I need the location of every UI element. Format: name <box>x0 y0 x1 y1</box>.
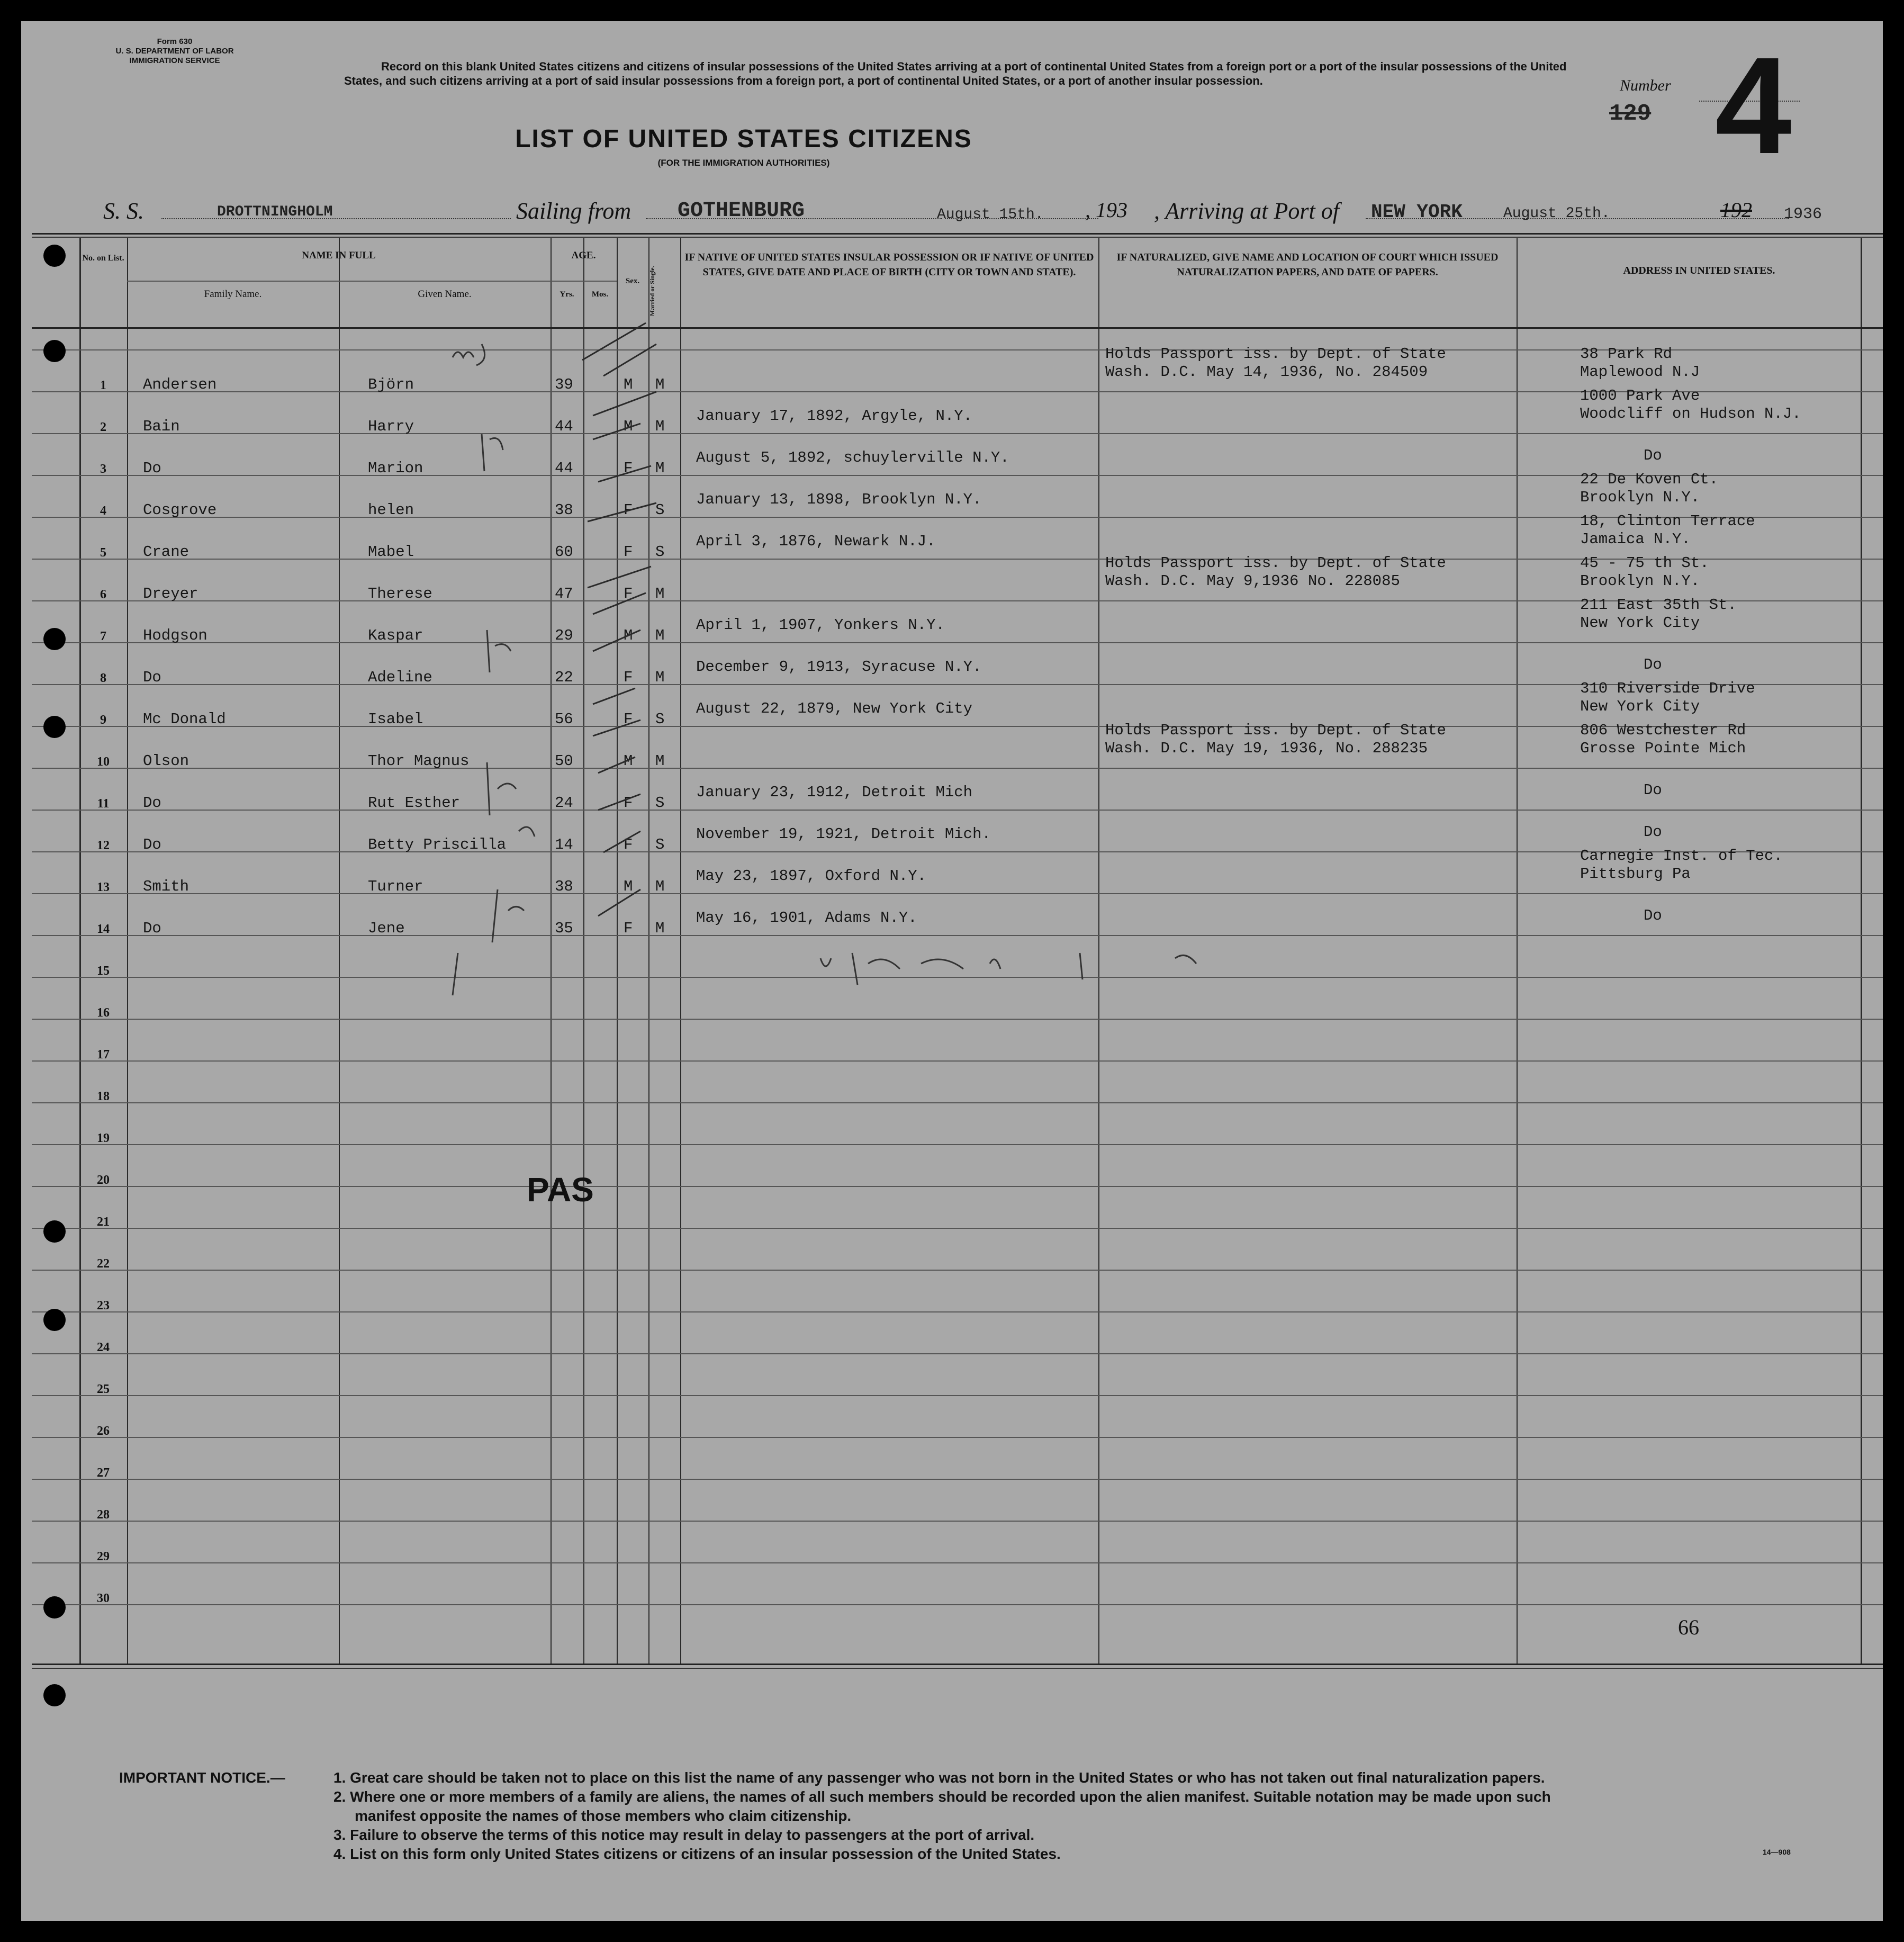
punch-hole <box>43 716 66 738</box>
initials-mark <box>487 630 511 672</box>
row-rule <box>32 810 1883 811</box>
initials-mark <box>482 434 503 471</box>
family-name: Do <box>143 669 161 686</box>
given-name: helen <box>368 501 414 519</box>
naturalization-line-2: Wash. D.C. May 9,1936 No. 228085 <box>1105 572 1400 590</box>
family-name: Crane <box>143 543 190 561</box>
row-rule <box>32 977 1883 978</box>
age-years: 29 <box>555 627 573 644</box>
table-column-line <box>79 238 81 1664</box>
initials-mark <box>487 762 516 815</box>
sex: M <box>624 418 633 435</box>
address-line-2: Do <box>1644 656 1662 673</box>
row-number: 2 <box>100 420 106 434</box>
marital-status: M <box>655 878 665 895</box>
row-rule <box>32 1521 1883 1522</box>
age-years: 22 <box>555 669 573 686</box>
instruction-line-1: Record on this blank United States citizens and citizens of insular possessions of the United States arriving at a port of continental United States from a <box>381 60 1223 73</box>
sailing-year: , 193 <box>1085 198 1127 222</box>
marital-status: S <box>655 836 665 853</box>
age-years: 56 <box>555 711 573 728</box>
table-column-line <box>617 238 618 1664</box>
age-years: 35 <box>555 920 573 937</box>
header-bottom-rule <box>32 327 1883 329</box>
punch-hole <box>43 340 66 362</box>
row-rule <box>32 1311 1883 1312</box>
given-name: Turner <box>368 878 423 895</box>
row-rule <box>32 1019 1883 1020</box>
address-line-1: 22 De Koven Ct. <box>1580 471 1719 488</box>
age-years: 24 <box>555 794 573 812</box>
address-line-2: Pittsburg Pa <box>1580 865 1691 883</box>
naturalization-line-1: Holds Passport iss. by Dept. of State <box>1105 722 1446 739</box>
row-number: 12 <box>97 839 110 852</box>
row-rule <box>32 1102 1883 1103</box>
address-line-2: Woodcliff on Hudson N.J. <box>1580 405 1801 422</box>
age-years: 60 <box>555 543 573 561</box>
check-mark <box>588 567 651 588</box>
row-number: 13 <box>97 880 110 894</box>
row-number: 22 <box>97 1257 110 1271</box>
manifest-page <box>21 21 1883 1921</box>
punch-hole <box>43 1309 66 1331</box>
address-line-1: 310 Riverside Drive <box>1580 680 1755 697</box>
address-line-2: Do <box>1644 907 1662 924</box>
row-number: 29 <box>97 1550 110 1563</box>
marital-status: S <box>655 501 665 519</box>
row-rule <box>32 1395 1883 1396</box>
family-name: Dreyer <box>143 585 198 603</box>
address-line-1: 45 - 75 th St. <box>1580 554 1709 572</box>
row-number: 25 <box>97 1382 110 1396</box>
stamp-fragment: PAS <box>527 1171 594 1209</box>
given-name: Thor Magnus <box>368 752 470 770</box>
header-family-name: Family Name. <box>204 289 262 300</box>
page-note: 66 <box>1678 1615 1699 1639</box>
birth-date-place: May 23, 1897, Oxford N.Y. <box>696 867 927 885</box>
row-number: 1 <box>100 379 106 392</box>
address-line-2: Brooklyn N.Y. <box>1580 489 1700 506</box>
number-label: Number <box>1620 77 1671 94</box>
ship-line <box>161 218 511 219</box>
row-number: 16 <box>97 1006 110 1020</box>
number-crossed-value: 129 <box>1609 101 1652 127</box>
address-line-2: Grosse Pointe Mich <box>1580 740 1746 757</box>
given-name: Rut Esther <box>368 794 461 812</box>
age-years: 50 <box>555 752 573 770</box>
marital-status: M <box>655 627 665 644</box>
given-name: Björn <box>368 376 414 393</box>
row-number: 26 <box>97 1424 110 1438</box>
given-name: Therese <box>368 585 432 603</box>
row-number: 4 <box>100 504 106 518</box>
sex: F <box>624 836 633 853</box>
age-years: 39 <box>555 376 573 393</box>
birth-date-place: January 13, 1898, Brooklyn N.Y. <box>696 491 982 508</box>
arriving-label: , Arriving at Port of <box>1154 198 1339 224</box>
row-rule <box>32 1270 1883 1271</box>
number-value: 4 <box>1715 29 1792 183</box>
row-number: 18 <box>97 1090 110 1103</box>
given-name: Kaspar <box>368 627 423 644</box>
form-department: U. S. DEPARTMENT OF LABOR <box>115 47 234 56</box>
birth-date-place: January 17, 1892, Argyle, N.Y. <box>696 407 973 425</box>
header-no-on-list: No. on List. <box>82 254 124 263</box>
birth-date-place: August 22, 1879, New York City <box>696 700 973 717</box>
header-given-name: Given Name. <box>418 289 472 300</box>
table-column-line <box>1098 238 1099 1664</box>
initials-mark <box>519 827 535 837</box>
marital-status: M <box>655 585 665 603</box>
birth-date-place: August 5, 1892, schuylerville N.Y. <box>696 449 1009 466</box>
given-name: Marion <box>368 460 423 477</box>
check-mark <box>593 593 646 614</box>
family-name: Hodgson <box>143 627 207 644</box>
address-line-2: New York City <box>1580 698 1700 715</box>
row-number: 23 <box>97 1299 110 1312</box>
sex: F <box>624 794 633 812</box>
punch-hole <box>43 628 66 650</box>
sex: M <box>624 627 633 644</box>
given-name: Isabel <box>368 711 423 728</box>
instruction-line-3: port of continental United States, or a port of another insular possession. <box>857 74 1263 87</box>
notice-item-4: 4. List on this form only United States citizens or citizens of an insular possession of the United States. <box>333 1846 1061 1862</box>
header-naturalized: IF NATURALIZED, GIVE NAME AND LOCATION OF COURT WHICH ISSUED NATURALIZATION PAPERS, AND DATE OF PAPERS. <box>1116 251 1499 278</box>
row-number: 11 <box>97 797 110 811</box>
sex: F <box>624 711 633 728</box>
punch-hole <box>43 1684 66 1706</box>
row-rule <box>32 1437 1883 1438</box>
handwritten-marks <box>21 21 1883 1921</box>
sailing-date: August 15th. <box>937 206 1044 223</box>
row-rule <box>32 935 1883 936</box>
address-line-2: Do <box>1644 781 1662 799</box>
row-rule <box>32 893 1883 894</box>
header-sex: Sex. <box>625 277 640 285</box>
sex: F <box>624 501 633 519</box>
family-name: Do <box>143 836 161 853</box>
address-line-1: Carnegie Inst. of Tec. <box>1580 847 1783 865</box>
notice-item-1: 1. Great care should be taken not to place on this list the name of any passenger who was not born in the United States or who has not taken out final naturalization papers. <box>333 1769 1545 1786</box>
table-column-line <box>1517 238 1518 1664</box>
initials-mark <box>492 889 524 942</box>
row-number: 3 <box>100 462 106 476</box>
row-number: 6 <box>100 588 106 601</box>
form-header <box>101 37 249 66</box>
family-name: Do <box>143 920 161 937</box>
marital-status: M <box>655 669 665 686</box>
header-mos: Mos. <box>591 290 609 299</box>
birth-date-place: November 19, 1921, Detroit Mich. <box>696 825 991 843</box>
row-number: 9 <box>100 713 106 727</box>
birth-date-place: April 3, 1876, Newark N.J. <box>696 533 936 550</box>
given-name: Betty Priscilla <box>368 836 507 853</box>
age-years: 38 <box>555 501 573 519</box>
family-name: Bain <box>143 418 180 435</box>
naturalization-line-2: Wash. D.C. May 14, 1936, No. 284509 <box>1105 363 1428 381</box>
table-column-line <box>127 238 128 1664</box>
ship-name: DROTTNINGHOLM <box>217 204 333 220</box>
header-address: ADDRESS IN UNITED STATES. <box>1623 265 1775 276</box>
family-name: Cosgrove <box>143 501 217 519</box>
table-top-rule <box>32 233 1883 235</box>
row-number: 7 <box>100 630 106 643</box>
page-subtitle: (FOR THE IMMIGRATION AUTHORITIES) <box>657 158 830 168</box>
naturalization-line-1: Holds Passport iss. by Dept. of State <box>1105 345 1446 363</box>
family-name: Smith <box>143 878 190 895</box>
address-line-1: 38 Park Rd <box>1580 345 1673 363</box>
marital-status: M <box>655 376 665 393</box>
marital-status: M <box>655 920 665 937</box>
page-title: LIST OF UNITED STATES CITIZENS <box>515 125 972 153</box>
check-mark <box>598 794 640 810</box>
table-top-rule-2 <box>32 237 1883 238</box>
punch-hole <box>43 1596 66 1619</box>
row-rule <box>32 1186 1883 1187</box>
birth-date-place: January 23, 1912, Detroit Mich <box>696 784 973 801</box>
row-number: 10 <box>97 755 110 769</box>
birth-date-place: April 1, 1907, Yonkers N.Y. <box>696 616 945 634</box>
row-number: 19 <box>97 1131 110 1145</box>
row-rule <box>32 1604 1883 1605</box>
sex: M <box>624 752 633 770</box>
notice-item-2: 2. Where one or more members of a family are aliens, the names of all such members should be recorded upon the alien manifest. Suitable notation may be made upon such <box>333 1788 1551 1805</box>
table-column-line <box>551 238 552 1664</box>
table-column-line <box>339 238 340 1664</box>
notice-body <box>333 1768 1842 1864</box>
marital-status: S <box>655 794 665 812</box>
arrival-date: August 25th. <box>1503 205 1610 222</box>
sailing-label: Sailing from <box>516 198 631 224</box>
row-rule <box>32 1353 1883 1354</box>
row-number: 8 <box>100 671 106 685</box>
marital-status: M <box>655 418 665 435</box>
row-rule <box>32 768 1883 769</box>
punch-hole <box>43 1220 66 1243</box>
form-number: Form 630 <box>157 37 193 46</box>
naturalization-line-2: Wash. D.C. May 19, 1936, No. 288235 <box>1105 740 1428 757</box>
address-line-2: Brooklyn N.Y. <box>1580 572 1700 590</box>
header-sub-rule <box>551 281 617 282</box>
initials-mark <box>453 344 485 365</box>
given-name: Jene <box>368 920 405 937</box>
given-name: Mabel <box>368 543 414 561</box>
year-printed: 192 <box>1720 198 1752 222</box>
row-number: 17 <box>97 1048 110 1062</box>
row-number: 30 <box>97 1592 110 1605</box>
row-rule <box>32 433 1883 434</box>
row-rule <box>32 1562 1883 1563</box>
row-number: 15 <box>97 964 110 978</box>
sex: F <box>624 669 633 686</box>
table-column-line <box>648 238 649 1664</box>
form-code: 14—908 <box>1763 1848 1791 1856</box>
address-line-1: 211 East 35th St. <box>1580 596 1737 614</box>
sex: F <box>624 460 633 477</box>
given-name: Harry <box>368 418 414 435</box>
table-column-line <box>680 238 681 1664</box>
check-mark <box>593 688 635 704</box>
address-line-1: 806 Westchester Rd <box>1580 722 1746 739</box>
family-name: Do <box>143 460 161 477</box>
row-number: 28 <box>97 1508 110 1522</box>
row-rule <box>32 1060 1883 1062</box>
table-column-line <box>1861 238 1862 1664</box>
table-bottom-rule <box>32 1664 1883 1665</box>
notice-item-2-cont: manifest opposite the names of those members who claim citizenship. <box>355 1808 852 1824</box>
instructions <box>344 59 1577 88</box>
marital-status: M <box>655 460 665 477</box>
instruction-line-2: foreign port or a port of the insular possessions of the United States, and such citizens arriving at a port of said insular possessions from a foreign port, a <box>344 60 1567 87</box>
address-line-2: Do <box>1644 823 1662 841</box>
check-mark <box>588 503 656 522</box>
row-rule <box>32 1479 1883 1480</box>
row-rule <box>32 1144 1883 1145</box>
family-name: Mc Donald <box>143 711 226 728</box>
table-bottom-rule-2 <box>32 1668 1883 1669</box>
age-years: 44 <box>555 418 573 435</box>
family-name: Do <box>143 794 161 812</box>
form-service: IMMIGRATION SERVICE <box>129 56 220 65</box>
header-married-single: Married or Single. <box>648 266 656 317</box>
header-yrs: Yrs. <box>560 290 574 299</box>
sex: M <box>624 878 633 895</box>
naturalization-line-1: Holds Passport iss. by Dept. of State <box>1105 554 1446 572</box>
birth-date-place: December 9, 1913, Syracuse N.Y. <box>696 658 982 676</box>
row-number: 20 <box>97 1173 110 1187</box>
initials-mark <box>453 953 458 995</box>
ss-label: S. S. <box>103 198 144 224</box>
given-name: Adeline <box>368 669 432 686</box>
header-sub-rule <box>127 281 617 282</box>
sex: M <box>624 376 633 393</box>
row-number: 21 <box>97 1215 110 1229</box>
to-port: NEW YORK <box>1371 201 1463 223</box>
row-number: 24 <box>97 1341 110 1354</box>
marital-status: S <box>655 543 665 561</box>
age-years: 38 <box>555 878 573 895</box>
address-line-2: Do <box>1644 447 1662 464</box>
address-line-1: 18, Clinton Terrace <box>1580 513 1755 530</box>
check-mark <box>603 831 640 852</box>
check-mark <box>593 392 656 416</box>
from-port: GOTHENBURG <box>678 199 805 223</box>
checkmarks <box>582 323 656 916</box>
marital-status: M <box>655 752 665 770</box>
table-column-line <box>583 238 584 1664</box>
row-number: 5 <box>100 546 106 560</box>
sex: F <box>624 543 633 561</box>
sex: F <box>624 920 633 937</box>
row-rule <box>32 1228 1883 1229</box>
address-line-2: Maplewood N.J <box>1580 363 1700 381</box>
age-years: 14 <box>555 836 573 853</box>
address-line-1: 1000 Park Ave <box>1580 387 1700 404</box>
header-name-in-full: NAME IN FULL <box>302 250 376 261</box>
row-number: 27 <box>97 1466 110 1480</box>
row-rule <box>32 642 1883 643</box>
marital-status: S <box>655 711 665 728</box>
birth-date-place: May 16, 1901, Adams N.Y. <box>696 909 917 927</box>
age-years: 44 <box>555 460 573 477</box>
notice-item-3: 3. Failure to observe the terms of this notice may result in delay to passengers at the port of arrival. <box>333 1827 1035 1843</box>
row-number: 14 <box>97 922 110 936</box>
address-line-2: Jamaica N.Y. <box>1580 531 1691 548</box>
header-age: AGE. <box>571 250 596 261</box>
year-typed: 1936 <box>1784 205 1822 223</box>
age-years: 47 <box>555 585 573 603</box>
notice-label: IMPORTANT NOTICE.— <box>119 1769 285 1786</box>
family-name: Olson <box>143 752 190 770</box>
family-name: Andersen <box>143 376 217 393</box>
sex: F <box>624 585 633 603</box>
address-line-2: New York City <box>1580 614 1700 632</box>
punch-hole <box>43 245 66 267</box>
handwritten-note <box>820 953 1196 985</box>
header-birth: IF NATIVE OF UNITED STATES INSULAR POSSESSION OR IF NATIVE OF UNITED STATES, GIVE DATE AND PLACE OF BIRTH (CITY OR TOWN AND STATE). <box>684 251 1094 278</box>
